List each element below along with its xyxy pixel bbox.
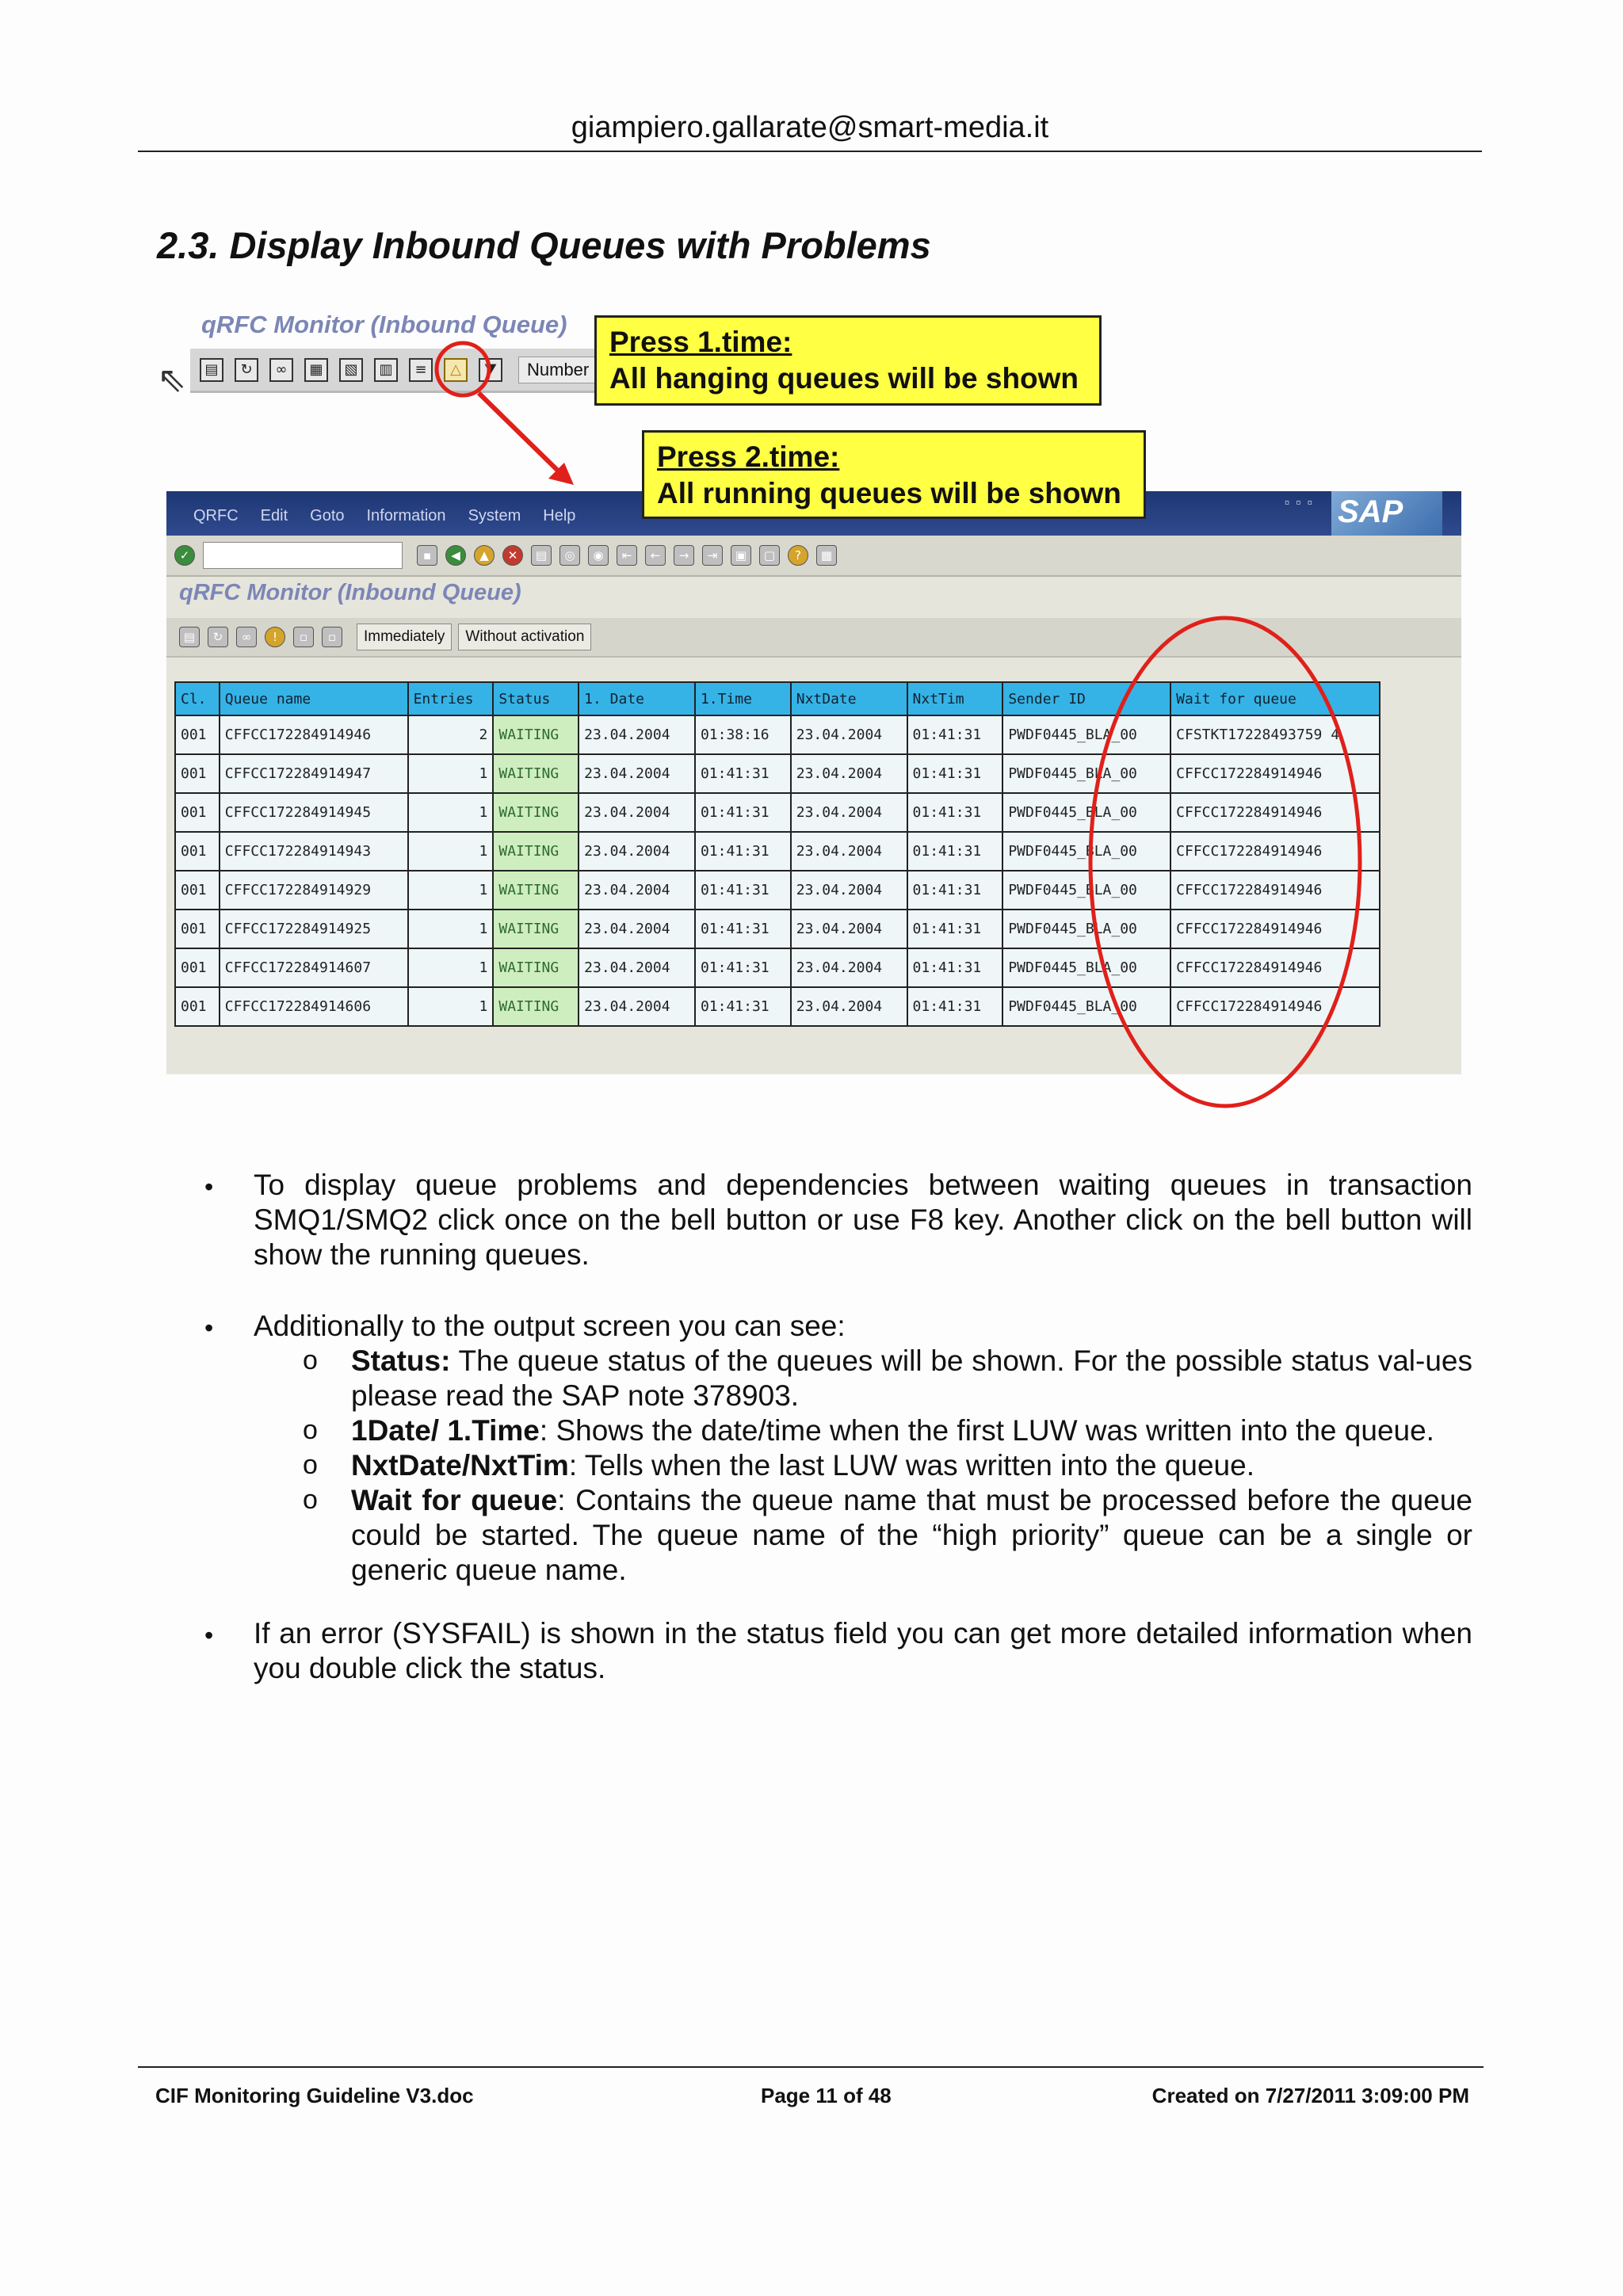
table-cell[interactable]: PWDF0445_BLA_00 (1002, 910, 1170, 948)
save-icon[interactable]: ▪ (417, 545, 437, 566)
table-cell[interactable]: WAITING (493, 754, 579, 793)
callout-first-heading: Press 1.time: (609, 326, 792, 358)
table-cell[interactable]: 23.04.2004 (579, 715, 695, 754)
bullet-text-3: If an error (SYSFAIL) is shown in the status field you can get more detailed information when you double click the status. (254, 1617, 1472, 1684)
table-cell[interactable]: CFFCC172284914946 (1170, 754, 1380, 793)
table-cell[interactable]: CFFCC172284914943 (220, 832, 408, 871)
table-cell[interactable]: 01:41:31 (695, 948, 791, 987)
table-cell[interactable]: CFFCC172284914946 (1170, 871, 1380, 910)
bell-highlight-circle (437, 343, 489, 395)
menu-qrfc[interactable]: QRFC (193, 507, 239, 524)
table-cell[interactable]: 1 (408, 948, 494, 987)
callout-first-body: All hanging queues will be shown (609, 362, 1079, 395)
column-header[interactable]: Cl. (175, 682, 220, 715)
table-cell[interactable]: 23.04.2004 (579, 871, 695, 910)
bullet-dot-1: • (204, 1173, 214, 1201)
table-cell[interactable]: 23.04.2004 (791, 832, 907, 871)
table-cell[interactable]: 23.04.2004 (579, 948, 695, 987)
table-cell[interactable]: 001 (175, 987, 220, 1026)
unlock-icon[interactable]: ▫ (322, 627, 342, 647)
table-cell[interactable]: WAITING (493, 832, 579, 871)
table-cell[interactable]: 001 (175, 832, 220, 871)
sub-bullet-status: Status: The queue status of the queues will be shown. For the possible status val-ues please read the SAP note 378903. (351, 1344, 1472, 1412)
table-cell[interactable]: 1 (408, 832, 494, 871)
first-page-icon[interactable]: ⇤ (617, 545, 637, 566)
sub-bullet-marker: o (303, 1345, 318, 1375)
table-cell[interactable]: 01:41:31 (695, 987, 791, 1026)
column-header[interactable]: 1. Date (579, 682, 695, 715)
table-cell[interactable]: WAITING (493, 987, 579, 1026)
table-cell[interactable]: 01:41:31 (695, 754, 791, 793)
window-controls[interactable]: ▫▫▫ (1284, 494, 1319, 510)
table-cell[interactable]: CFFCC172284914946 (1170, 948, 1380, 987)
refresh-icon[interactable]: ↻ (235, 358, 258, 382)
column-header[interactable]: NxtTim (907, 682, 1003, 715)
layout-icon[interactable]: ▦ (816, 545, 837, 566)
table-cell[interactable]: CFFCC172284914946 (1170, 832, 1380, 871)
table-cell[interactable]: 1 (408, 754, 494, 793)
table-cell[interactable]: PWDF0445_BLA_00 (1002, 948, 1170, 987)
bullet-text-2: Additionally to the output screen you can see: (254, 1310, 846, 1342)
table-cell[interactable]: CFFCC172284914607 (220, 948, 408, 987)
back-icon[interactable]: ◀ (445, 545, 466, 566)
table-cell[interactable]: CFFCC172284914946 (1170, 910, 1380, 948)
bell-icon[interactable]: △ (444, 358, 468, 382)
menu-help[interactable]: Help (543, 507, 576, 524)
table-cell[interactable]: WAITING (493, 871, 579, 910)
callout-second-body: All running queues will be shown (657, 477, 1121, 509)
table-cell[interactable]: 001 (175, 793, 220, 832)
table-cell[interactable]: 23.04.2004 (791, 910, 907, 948)
delete-icon[interactable]: ▤ (200, 358, 223, 382)
table-cell[interactable]: 01:41:31 (907, 832, 1003, 871)
find-icon[interactable]: ◎ (559, 545, 580, 566)
table-cell[interactable]: 01:41:31 (907, 754, 1003, 793)
table-cell[interactable]: 01:41:31 (695, 793, 791, 832)
table-cell[interactable]: 001 (175, 715, 220, 754)
column-header[interactable]: Sender ID (1002, 682, 1170, 715)
table-cell[interactable]: PWDF0445_BLA_00 (1002, 871, 1170, 910)
table-cell[interactable]: 01:41:31 (907, 987, 1003, 1026)
table-cell[interactable]: 23.04.2004 (791, 948, 907, 987)
delete-icon[interactable]: ▤ (179, 627, 200, 647)
footer-document-name: CIF Monitoring Guideline V3.doc (155, 2084, 474, 2107)
cancel-icon[interactable]: ✕ (502, 545, 523, 566)
table-cell[interactable]: CFFCC172284914946 (220, 715, 408, 754)
table-cell[interactable]: 001 (175, 871, 220, 910)
table-cell[interactable]: CFFCC172284914925 (220, 910, 408, 948)
table-cell[interactable]: 1 (408, 910, 494, 948)
table-cell[interactable]: 001 (175, 910, 220, 948)
table-cell[interactable]: WAITING (493, 715, 579, 754)
table-cell[interactable]: 23.04.2004 (579, 832, 695, 871)
exit-icon[interactable]: ▲ (474, 545, 495, 566)
table-cell[interactable]: 01:41:31 (695, 910, 791, 948)
table-cell[interactable]: WAITING (493, 793, 579, 832)
select-all-icon[interactable]: ▦ (304, 358, 328, 382)
table-cell[interactable]: 23.04.2004 (791, 987, 907, 1026)
mouse-cursor-icon: ⇖ (157, 360, 186, 400)
list-icon[interactable]: ≡ (409, 358, 433, 382)
menu-system[interactable]: System (468, 507, 521, 524)
glasses-icon[interactable]: ∞ (236, 627, 257, 647)
column-header[interactable]: Queue name (220, 682, 408, 715)
table-cell[interactable]: CFFCC172284914606 (220, 987, 408, 1026)
sap-logo: SAP (1331, 491, 1442, 536)
sub-bullet-marker: o (303, 1450, 318, 1480)
sub-bullet-wait-for-queue: Wait for queue: Contains the queue name that must be processed before the queue could be started. The queue name of the “high priority” queue can be a single or generic queue name. (351, 1484, 1472, 1586)
print-icon[interactable]: ▤ (531, 545, 552, 566)
table-cell[interactable]: 23.04.2004 (579, 754, 695, 793)
deselect-icon[interactable]: ▧ (339, 358, 363, 382)
bullet-dot-2: • (204, 1314, 214, 1342)
sub-bullet-next-date: NxtDate/NxtTim: Tells when the last LUW was written into the queue. (351, 1449, 1254, 1482)
table-cell[interactable]: 01:38:16 (695, 715, 791, 754)
filter-icon[interactable]: ⧩ (479, 358, 502, 382)
table-cell[interactable]: 23.04.2004 (579, 910, 695, 948)
table-cell[interactable]: PWDF0445_BLA_00 (1002, 832, 1170, 871)
table-cell[interactable]: CFFCC172284914929 (220, 871, 408, 910)
table-cell[interactable]: 01:41:31 (907, 948, 1003, 987)
callout-second-heading: Press 2.time: (657, 441, 840, 473)
table-cell[interactable]: 1 (408, 871, 494, 910)
table-cell[interactable]: CFFCC172284914947 (220, 754, 408, 793)
bell-icon[interactable]: ! (265, 627, 285, 647)
table-cell[interactable]: 23.04.2004 (791, 793, 907, 832)
table-cell[interactable]: 01:41:31 (907, 910, 1003, 948)
footer-created-date: Created on 7/27/2011 3:09:00 PM (1151, 2084, 1469, 2107)
table-cell[interactable]: 01:41:31 (695, 832, 791, 871)
immediately-button[interactable]: Immediately (357, 624, 452, 650)
table-cell[interactable]: PWDF0445_BLA_00 (1002, 754, 1170, 793)
table-cell[interactable]: CFFCC172284914946 (1170, 793, 1380, 832)
annotation-arrow-line (479, 393, 559, 472)
table-cell[interactable]: PWDF0445_BLA_00 (1002, 793, 1170, 832)
help-icon[interactable]: ? (788, 545, 808, 566)
choose-icon[interactable]: ▥ (374, 358, 398, 382)
table-cell[interactable]: 23.04.2004 (791, 871, 907, 910)
menu-information[interactable]: Information (366, 507, 446, 524)
sub-bullet-marker: o (303, 1485, 318, 1515)
table-cell[interactable]: 01:41:31 (907, 715, 1003, 754)
refresh-icon[interactable]: ↻ (208, 627, 228, 647)
last-page-icon[interactable]: ⇥ (702, 545, 723, 566)
sap-screen-title: qRFC Monitor (Inbound Queue) (179, 580, 521, 605)
next-page-icon[interactable]: → (674, 545, 694, 566)
table-cell[interactable]: 1 (408, 987, 494, 1026)
table-cell[interactable]: CFFCC172284914945 (220, 793, 408, 832)
prev-page-icon[interactable]: ← (645, 545, 666, 566)
table-cell[interactable]: 23.04.2004 (791, 754, 907, 793)
glasses-icon[interactable]: ∞ (269, 358, 293, 382)
table-cell[interactable]: 23.04.2004 (791, 715, 907, 754)
table-cell[interactable]: 01:41:31 (907, 793, 1003, 832)
column-header[interactable]: Entries (408, 682, 494, 715)
bullet-dot-3: • (204, 1621, 214, 1650)
without-activation-button[interactable]: Without activation (458, 624, 591, 650)
table-cell[interactable]: 001 (175, 754, 220, 793)
table-cell[interactable]: WAITING (493, 910, 579, 948)
wait-for-queue-highlight-ellipse (1090, 618, 1360, 1106)
find-next-icon[interactable]: ◉ (588, 545, 609, 566)
snippet-title: qRFC Monitor (Inbound Queue) (201, 311, 567, 338)
column-header[interactable]: Status (493, 682, 579, 715)
table-cell[interactable]: 2 (408, 715, 494, 754)
bullet-text-1: To display queue problems and dependencies between waiting queues in transaction SMQ1/SMQ2 click once on the bell button or use F8 key. Another click on the bell button will show the running queues. (254, 1169, 1472, 1271)
menu-goto[interactable]: Goto (310, 507, 345, 524)
table-cell[interactable]: PWDF0445_BLA_00 (1002, 987, 1170, 1026)
footer-rule (138, 2066, 1484, 2068)
lock-icon[interactable]: ▫ (293, 627, 314, 647)
footer-page-number: Page 11 of 48 (761, 2084, 892, 2107)
table-cell[interactable]: PWDF0445_BLA_00 (1002, 715, 1170, 754)
column-header[interactable]: 1.Time (695, 682, 791, 715)
column-header[interactable]: Wait for queue (1170, 682, 1380, 715)
column-header[interactable]: NxtDate (791, 682, 907, 715)
new-session-icon[interactable]: ▣ (731, 545, 751, 566)
table-cell[interactable]: CFSTKT17228493759 4 (1170, 715, 1380, 754)
sub-bullet-marker: o (303, 1415, 318, 1445)
section-title: 2.3. Display Inbound Queues with Problems (157, 224, 931, 266)
enter-icon[interactable]: ✓ (174, 545, 195, 566)
shortcut-icon[interactable]: ▢ (759, 545, 780, 566)
table-cell[interactable]: WAITING (493, 948, 579, 987)
table-cell[interactable]: 001 (175, 948, 220, 987)
table-cell[interactable]: CFFCC172284914946 (1170, 987, 1380, 1026)
number-button[interactable]: Number (518, 357, 598, 383)
table-cell[interactable]: 23.04.2004 (579, 793, 695, 832)
table-cell[interactable]: 01:41:31 (907, 871, 1003, 910)
menu-edit[interactable]: Edit (260, 507, 288, 524)
table-cell[interactable]: 1 (408, 793, 494, 832)
header-email: giampiero.gallarate@smart-media.it (571, 111, 1049, 144)
table-cell[interactable]: 23.04.2004 (579, 987, 695, 1026)
table-cell[interactable]: 01:41:31 (695, 871, 791, 910)
sub-bullet-first-date: 1Date/ 1.Time: Shows the date/time when the first LUW was written into the queue. (351, 1414, 1434, 1447)
